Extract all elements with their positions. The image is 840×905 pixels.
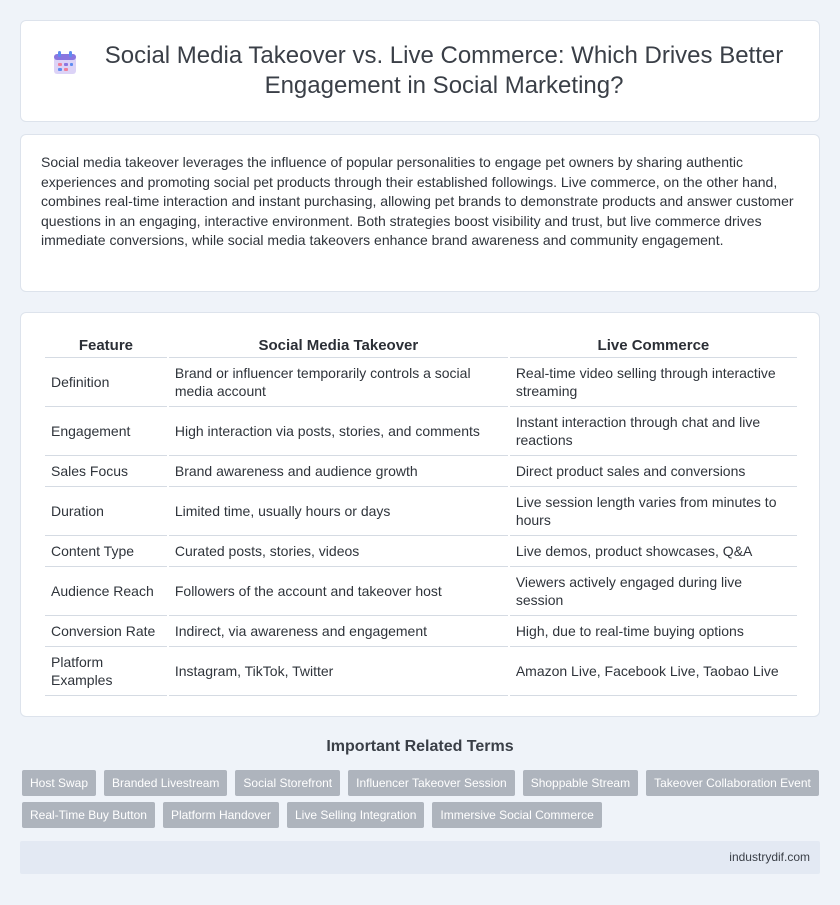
footer-site-link[interactable]: industrydif.com (729, 850, 810, 864)
takeover-cell: Brand awareness and audience growth (169, 456, 508, 487)
live-commerce-cell: Live session length varies from minutes to hours (510, 487, 797, 536)
takeover-cell: Instagram, TikTok, Twitter (169, 647, 508, 696)
takeover-cell: High interaction via posts, stories, and comments (169, 407, 508, 456)
title-wrap (51, 41, 789, 101)
feature-cell: Definition (45, 358, 167, 407)
live-commerce-cell: Amazon Live, Facebook Live, Taobao Live (510, 647, 797, 696)
takeover-cell: Curated posts, stories, videos (169, 536, 508, 567)
takeover-cell: Limited time, usually hours or days (169, 487, 508, 536)
related-terms-title: Important Related Terms (326, 738, 514, 755)
comparison-card (20, 312, 820, 717)
page-title: Social Media Takeover vs. Live Commerce: Which Drives Better Engagement in Social Marketing? (104, 42, 784, 99)
header-social-media-takeover: Social Media Takeover (169, 335, 508, 358)
takeover-cell: Followers of the account and takeover host (169, 567, 508, 616)
tag-host-swap[interactable]: Host Swap (22, 770, 96, 796)
live-commerce-cell: Real-time video selling through interactive streaming (510, 358, 797, 407)
takeover-cell: Indirect, via awareness and engagement (169, 616, 508, 647)
table-row (45, 567, 797, 616)
feature-cell: Duration (45, 487, 167, 536)
table-row (45, 407, 797, 456)
feature-cell: Conversion Rate (45, 616, 167, 647)
feature-cell: Content Type (45, 536, 167, 567)
related-terms-list (22, 770, 822, 828)
tag-immersive-social-commerce[interactable]: Immersive Social Commerce (432, 802, 601, 828)
title-card (20, 20, 820, 122)
header-feature: Feature (45, 335, 167, 358)
live-commerce-cell: Direct product sales and conversions (510, 456, 797, 487)
intro-paragraph: Social media takeover leverages the influence of popular personalities to engage pet owners by sharing authentic experiences and promoting social pet products through their established followings. Live commerce, on the other hand, combines real-time interaction and instant purchasing, allowing pet brands to demonstrate products and answer customer questions in an engaging, interactive environment. Both strategies boost visibility and trust, but live commerce drives immediate conversions, while social media takeovers enhance brand awareness and community engagement. (41, 154, 794, 249)
tag-live-selling-integration[interactable]: Live Selling Integration (287, 802, 424, 828)
live-commerce-cell: High, due to real-time buying options (510, 616, 797, 647)
feature-cell: Platform Examples (45, 647, 167, 696)
tag-platform-handover[interactable]: Platform Handover (163, 802, 279, 828)
table-row (45, 358, 797, 407)
footer (20, 841, 820, 874)
tag-real-time-buy-button[interactable]: Real-Time Buy Button (22, 802, 155, 828)
table-row (45, 616, 797, 647)
intro-card (20, 134, 820, 292)
header-live-commerce: Live Commerce (510, 335, 797, 358)
tag-takeover-collaboration-event[interactable]: Takeover Collaboration Event (646, 770, 819, 796)
comparison-table (43, 335, 799, 696)
feature-cell: Sales Focus (45, 456, 167, 487)
table-row (45, 456, 797, 487)
tag-shoppable-stream[interactable]: Shoppable Stream (523, 770, 638, 796)
live-commerce-cell: Viewers actively engaged during live session (510, 567, 797, 616)
live-commerce-cell: Instant interaction through chat and live reactions (510, 407, 797, 456)
feature-cell: Audience Reach (45, 567, 167, 616)
takeover-cell: Brand or influencer temporarily controls a social media account (169, 358, 508, 407)
live-commerce-cell: Live demos, product showcases, Q&A (510, 536, 797, 567)
tag-branded-livestream[interactable]: Branded Livestream (104, 770, 227, 796)
calendar-icon (51, 49, 79, 77)
table-header-row (45, 335, 797, 358)
table-row (45, 647, 797, 696)
tag-social-storefront[interactable]: Social Storefront (235, 770, 340, 796)
table-row (45, 536, 797, 567)
tag-influencer-takeover-session[interactable]: Influencer Takeover Session (348, 770, 515, 796)
feature-cell: Engagement (45, 407, 167, 456)
table-row (45, 487, 797, 536)
